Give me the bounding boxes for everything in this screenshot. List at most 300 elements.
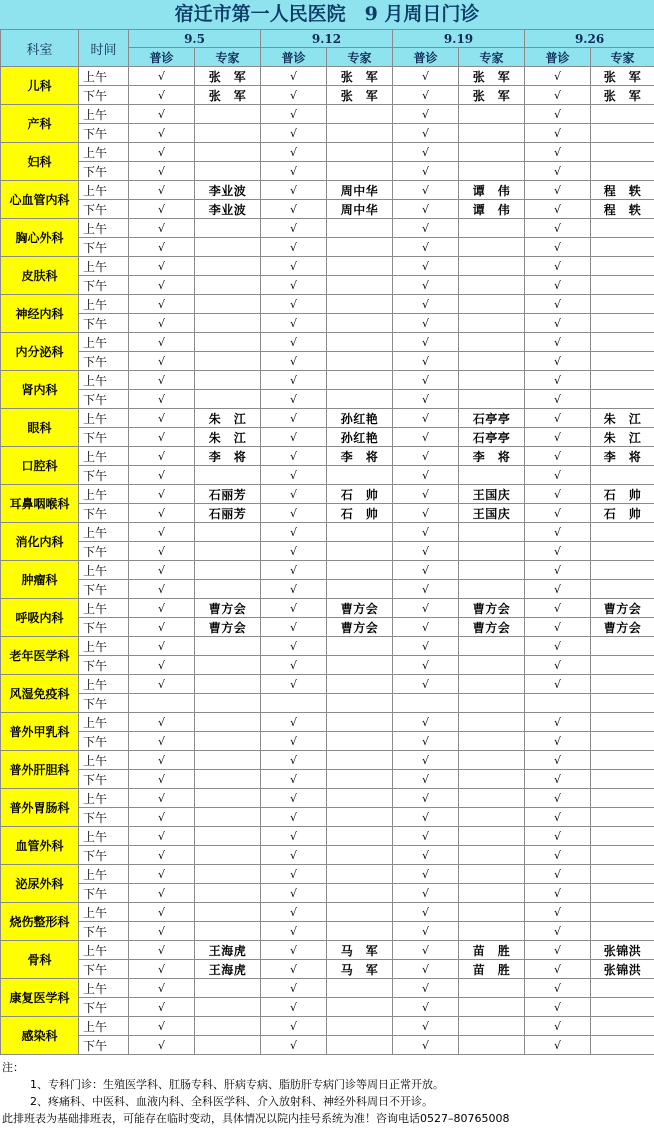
general-clinic-cell: √ — [525, 143, 591, 162]
expert-clinic-cell — [591, 865, 654, 884]
department-name: 皮肤科 — [1, 257, 79, 295]
general-clinic-cell: √ — [525, 390, 591, 409]
general-clinic-cell: √ — [129, 713, 195, 732]
time-slot: 下午 — [79, 162, 129, 181]
expert-clinic-cell — [327, 846, 393, 865]
general-clinic-cell: √ — [525, 922, 591, 941]
expert-clinic-cell: 石亭亭 — [459, 428, 525, 447]
expert-clinic-cell — [459, 865, 525, 884]
expert-clinic-cell — [195, 561, 261, 580]
table-row — [1, 637, 654, 656]
expert-clinic-cell: 张 军 — [195, 86, 261, 105]
general-clinic-cell: √ — [393, 922, 459, 941]
expert-clinic-cell — [459, 257, 525, 276]
general-clinic-cell: √ — [129, 295, 195, 314]
general-clinic-cell: √ — [129, 352, 195, 371]
table-row — [1, 181, 654, 200]
general-clinic-cell: √ — [261, 428, 327, 447]
general-clinic-cell: √ — [261, 181, 327, 200]
expert-clinic-cell — [591, 637, 654, 656]
general-clinic-cell: √ — [261, 105, 327, 124]
expert-clinic-cell — [591, 390, 654, 409]
general-clinic-cell: √ — [261, 523, 327, 542]
expert-clinic-cell: 石 帅 — [327, 485, 393, 504]
general-clinic-cell: √ — [393, 732, 459, 751]
expert-clinic-cell — [195, 276, 261, 295]
expert-clinic-cell — [459, 105, 525, 124]
general-clinic-cell: √ — [129, 314, 195, 333]
note-line-2: 2、疼痛科、中医科、血液内科、全科医学科、介入放射科、神经外科周日不开诊。 — [30, 1095, 433, 1108]
general-clinic-cell: √ — [261, 884, 327, 903]
general-clinic-cell: √ — [525, 352, 591, 371]
expert-clinic-cell — [195, 1017, 261, 1036]
expert-clinic-cell — [327, 656, 393, 675]
time-slot: 下午 — [79, 1036, 129, 1055]
expert-clinic-cell — [591, 827, 654, 846]
expert-clinic-cell — [327, 333, 393, 352]
expert-clinic-cell: 朱 江 — [591, 409, 654, 428]
department-name: 普外肝胆科 — [1, 751, 79, 789]
general-clinic-cell: √ — [393, 998, 459, 1017]
general-clinic-cell: √ — [129, 390, 195, 409]
expert-clinic-cell — [195, 295, 261, 314]
expert-clinic-cell — [195, 713, 261, 732]
general-clinic-cell: √ — [261, 124, 327, 143]
expert-clinic-cell: 李 将 — [591, 447, 654, 466]
expert-clinic-cell — [459, 295, 525, 314]
general-clinic-cell: √ — [525, 67, 591, 86]
general-clinic-cell: √ — [393, 219, 459, 238]
expert-clinic-cell — [591, 466, 654, 485]
general-clinic-cell: √ — [525, 998, 591, 1017]
expert-clinic-cell — [327, 105, 393, 124]
time-slot: 上午 — [79, 181, 129, 200]
header-expert: 专家 — [327, 48, 393, 67]
expert-clinic-cell: 张 军 — [327, 86, 393, 105]
general-clinic-cell: √ — [129, 523, 195, 542]
department-name: 内分泌科 — [1, 333, 79, 371]
general-clinic-cell: √ — [393, 637, 459, 656]
general-clinic-cell: √ — [129, 580, 195, 599]
general-clinic-cell: √ — [261, 504, 327, 523]
expert-clinic-cell — [591, 542, 654, 561]
expert-clinic-cell — [195, 219, 261, 238]
general-clinic-cell: √ — [261, 257, 327, 276]
expert-clinic-cell — [591, 238, 654, 257]
table-row — [1, 295, 654, 314]
general-clinic-cell: √ — [129, 941, 195, 960]
expert-clinic-cell: 王海虎 — [195, 960, 261, 979]
time-slot: 下午 — [79, 580, 129, 599]
expert-clinic-cell — [459, 124, 525, 143]
general-clinic-cell: √ — [129, 181, 195, 200]
general-clinic-cell: √ — [525, 295, 591, 314]
expert-clinic-cell: 谭 伟 — [459, 181, 525, 200]
time-slot: 下午 — [79, 618, 129, 637]
general-clinic-cell: √ — [393, 485, 459, 504]
expert-clinic-cell — [327, 998, 393, 1017]
general-clinic-cell: √ — [525, 314, 591, 333]
general-clinic-cell: √ — [525, 428, 591, 447]
general-clinic-cell: √ — [261, 466, 327, 485]
expert-clinic-cell: 石亭亭 — [459, 409, 525, 428]
expert-clinic-cell: 张 军 — [195, 67, 261, 86]
expert-clinic-cell — [459, 884, 525, 903]
general-clinic-cell: √ — [393, 599, 459, 618]
expert-clinic-cell — [195, 523, 261, 542]
expert-clinic-cell — [195, 352, 261, 371]
general-clinic-cell: √ — [261, 808, 327, 827]
expert-clinic-cell — [195, 238, 261, 257]
table-row — [1, 105, 654, 124]
general-clinic-cell: √ — [525, 333, 591, 352]
expert-clinic-cell: 石丽芳 — [195, 485, 261, 504]
department-name: 泌尿外科 — [1, 865, 79, 903]
general-clinic-cell: √ — [393, 86, 459, 105]
general-clinic-cell: √ — [129, 751, 195, 770]
general-clinic-cell: √ — [129, 124, 195, 143]
general-clinic-cell: √ — [261, 903, 327, 922]
table-row — [1, 238, 654, 257]
header-expert: 专家 — [459, 48, 525, 67]
header-dept: 科室 — [1, 30, 79, 67]
general-clinic-cell: √ — [129, 998, 195, 1017]
expert-clinic-cell — [459, 333, 525, 352]
general-clinic-cell: √ — [129, 466, 195, 485]
table-row — [1, 808, 654, 827]
schedule-table — [0, 29, 654, 1055]
header-date: 9.26 — [525, 30, 654, 48]
expert-clinic-cell — [195, 865, 261, 884]
expert-clinic-cell — [459, 998, 525, 1017]
expert-clinic-cell — [591, 751, 654, 770]
time-slot: 下午 — [79, 998, 129, 1017]
table-row — [1, 561, 654, 580]
expert-clinic-cell: 马 军 — [327, 941, 393, 960]
time-slot: 上午 — [79, 409, 129, 428]
department-name: 神经内科 — [1, 295, 79, 333]
time-slot: 下午 — [79, 314, 129, 333]
expert-clinic-cell — [327, 1036, 393, 1055]
expert-clinic-cell — [591, 143, 654, 162]
expert-clinic-cell — [591, 371, 654, 390]
expert-clinic-cell — [327, 238, 393, 257]
general-clinic-cell: √ — [393, 295, 459, 314]
expert-clinic-cell: 李 将 — [459, 447, 525, 466]
department-name: 风湿免疫科 — [1, 675, 79, 713]
table-row — [1, 903, 654, 922]
expert-clinic-cell: 朱 江 — [591, 428, 654, 447]
expert-clinic-cell — [327, 827, 393, 846]
expert-clinic-cell — [459, 922, 525, 941]
department-name: 儿科 — [1, 67, 79, 105]
general-clinic-cell: √ — [525, 181, 591, 200]
general-clinic-cell: √ — [261, 656, 327, 675]
time-slot: 上午 — [79, 219, 129, 238]
general-clinic-cell: √ — [525, 637, 591, 656]
general-clinic-cell: √ — [525, 561, 591, 580]
general-clinic-cell: √ — [129, 865, 195, 884]
expert-clinic-cell — [591, 124, 654, 143]
general-clinic-cell: √ — [525, 409, 591, 428]
expert-clinic-cell — [459, 656, 525, 675]
time-slot: 上午 — [79, 599, 129, 618]
expert-clinic-cell — [459, 162, 525, 181]
expert-clinic-cell: 苗 胜 — [459, 960, 525, 979]
expert-clinic-cell: 孙红艳 — [327, 409, 393, 428]
general-clinic-cell — [261, 694, 327, 713]
expert-clinic-cell — [195, 333, 261, 352]
department-name: 普外甲乳科 — [1, 713, 79, 751]
expert-clinic-cell — [195, 751, 261, 770]
general-clinic-cell: √ — [393, 618, 459, 637]
general-clinic-cell: √ — [261, 409, 327, 428]
general-clinic-cell: √ — [393, 561, 459, 580]
time-slot: 上午 — [79, 333, 129, 352]
general-clinic-cell: √ — [129, 599, 195, 618]
general-clinic-cell: √ — [261, 580, 327, 599]
general-clinic-cell: √ — [261, 485, 327, 504]
general-clinic-cell: √ — [261, 200, 327, 219]
expert-clinic-cell — [327, 637, 393, 656]
general-clinic-cell: √ — [525, 675, 591, 694]
expert-clinic-cell — [591, 105, 654, 124]
department-name: 普外胃肠科 — [1, 789, 79, 827]
expert-clinic-cell — [459, 770, 525, 789]
expert-clinic-cell — [459, 903, 525, 922]
general-clinic-cell: √ — [393, 941, 459, 960]
expert-clinic-cell — [327, 257, 393, 276]
expert-clinic-cell — [195, 903, 261, 922]
general-clinic-cell: √ — [393, 428, 459, 447]
header-time: 时间 — [79, 30, 129, 67]
general-clinic-cell: √ — [261, 865, 327, 884]
general-clinic-cell: √ — [525, 504, 591, 523]
expert-clinic-cell — [327, 143, 393, 162]
table-row — [1, 542, 654, 561]
general-clinic-cell: √ — [393, 371, 459, 390]
time-slot: 上午 — [79, 447, 129, 466]
expert-clinic-cell: 曹方会 — [591, 599, 654, 618]
expert-clinic-cell — [459, 219, 525, 238]
general-clinic-cell: √ — [261, 789, 327, 808]
time-slot: 下午 — [79, 884, 129, 903]
general-clinic-cell: √ — [525, 162, 591, 181]
table-row — [1, 86, 654, 105]
time-slot: 上午 — [79, 789, 129, 808]
expert-clinic-cell — [195, 789, 261, 808]
department-name: 眼科 — [1, 409, 79, 447]
expert-clinic-cell — [459, 542, 525, 561]
table-row — [1, 143, 654, 162]
expert-clinic-cell — [195, 105, 261, 124]
expert-clinic-cell — [195, 371, 261, 390]
general-clinic-cell: √ — [393, 181, 459, 200]
expert-clinic-cell — [591, 523, 654, 542]
expert-clinic-cell — [195, 257, 261, 276]
table-row — [1, 1036, 654, 1055]
expert-clinic-cell — [327, 276, 393, 295]
table-row — [1, 466, 654, 485]
general-clinic-cell: √ — [393, 276, 459, 295]
expert-clinic-cell — [195, 770, 261, 789]
table-row — [1, 827, 654, 846]
general-clinic-cell: √ — [393, 390, 459, 409]
general-clinic-cell: √ — [261, 941, 327, 960]
expert-clinic-cell — [459, 827, 525, 846]
expert-clinic-cell — [195, 979, 261, 998]
time-slot: 上午 — [79, 1017, 129, 1036]
general-clinic-cell: √ — [525, 1017, 591, 1036]
general-clinic-cell: √ — [393, 751, 459, 770]
table-row — [1, 67, 654, 86]
general-clinic-cell: √ — [129, 143, 195, 162]
expert-clinic-cell: 马 军 — [327, 960, 393, 979]
table-row — [1, 124, 654, 143]
table-row — [1, 599, 654, 618]
department-name: 耳鼻咽喉科 — [1, 485, 79, 523]
time-slot: 下午 — [79, 846, 129, 865]
department-name: 康复医学科 — [1, 979, 79, 1017]
general-clinic-cell: √ — [261, 390, 327, 409]
general-clinic-cell: √ — [525, 827, 591, 846]
time-slot: 下午 — [79, 352, 129, 371]
general-clinic-cell: √ — [525, 789, 591, 808]
time-slot: 上午 — [79, 903, 129, 922]
table-row — [1, 409, 654, 428]
expert-clinic-cell: 孙红艳 — [327, 428, 393, 447]
general-clinic-cell: √ — [129, 561, 195, 580]
expert-clinic-cell: 王海虎 — [195, 941, 261, 960]
time-slot: 上午 — [79, 713, 129, 732]
general-clinic-cell: √ — [129, 903, 195, 922]
expert-clinic-cell — [327, 580, 393, 599]
time-slot: 下午 — [79, 276, 129, 295]
expert-clinic-cell: 李 将 — [195, 447, 261, 466]
general-clinic-cell: √ — [129, 276, 195, 295]
general-clinic-cell: √ — [525, 276, 591, 295]
expert-clinic-cell — [195, 656, 261, 675]
general-clinic-cell: √ — [525, 219, 591, 238]
table-row — [1, 713, 654, 732]
time-slot: 下午 — [79, 542, 129, 561]
department-name: 肿瘤科 — [1, 561, 79, 599]
expert-clinic-cell — [459, 637, 525, 656]
expert-clinic-cell — [327, 884, 393, 903]
table-row — [1, 960, 654, 979]
table-row — [1, 656, 654, 675]
general-clinic-cell — [525, 694, 591, 713]
header-date: 9.12 — [261, 30, 393, 48]
general-clinic-cell: √ — [129, 162, 195, 181]
department-name: 老年医学科 — [1, 637, 79, 675]
general-clinic-cell: √ — [129, 675, 195, 694]
expert-clinic-cell — [591, 903, 654, 922]
header-date: 9.5 — [129, 30, 261, 48]
expert-clinic-cell — [591, 846, 654, 865]
general-clinic-cell: √ — [525, 257, 591, 276]
general-clinic-cell: √ — [393, 884, 459, 903]
time-slot: 上午 — [79, 561, 129, 580]
table-row — [1, 979, 654, 998]
expert-clinic-cell — [459, 276, 525, 295]
general-clinic-cell: √ — [129, 542, 195, 561]
general-clinic-cell: √ — [261, 238, 327, 257]
general-clinic-cell: √ — [129, 846, 195, 865]
general-clinic-cell: √ — [525, 713, 591, 732]
general-clinic-cell: √ — [393, 770, 459, 789]
general-clinic-cell: √ — [525, 466, 591, 485]
general-clinic-cell: √ — [261, 846, 327, 865]
expert-clinic-cell — [327, 561, 393, 580]
time-slot: 上午 — [79, 523, 129, 542]
expert-clinic-cell — [327, 124, 393, 143]
time-slot: 下午 — [79, 770, 129, 789]
general-clinic-cell: √ — [393, 466, 459, 485]
expert-clinic-cell — [459, 371, 525, 390]
general-clinic-cell: √ — [393, 200, 459, 219]
general-clinic-cell: √ — [393, 903, 459, 922]
expert-clinic-cell — [327, 732, 393, 751]
expert-clinic-cell: 曹方会 — [459, 618, 525, 637]
expert-clinic-cell — [591, 561, 654, 580]
general-clinic-cell: √ — [261, 1036, 327, 1055]
general-clinic-cell: √ — [129, 371, 195, 390]
time-slot: 上午 — [79, 371, 129, 390]
time-slot: 下午 — [79, 466, 129, 485]
expert-clinic-cell: 张锦洪 — [591, 960, 654, 979]
general-clinic-cell: √ — [393, 124, 459, 143]
general-clinic-cell: √ — [261, 143, 327, 162]
time-slot: 下午 — [79, 504, 129, 523]
general-clinic-cell: √ — [129, 67, 195, 86]
table-row — [1, 789, 654, 808]
general-clinic-cell: √ — [129, 979, 195, 998]
expert-clinic-cell — [591, 789, 654, 808]
table-row — [1, 770, 654, 789]
header-general: 普诊 — [525, 48, 591, 67]
expert-clinic-cell: 曹方会 — [591, 618, 654, 637]
schedule-body — [1, 67, 654, 1055]
general-clinic-cell: √ — [393, 656, 459, 675]
time-slot: 上午 — [79, 105, 129, 124]
department-name: 肾内科 — [1, 371, 79, 409]
table-row — [1, 694, 654, 713]
general-clinic-cell: √ — [129, 238, 195, 257]
expert-clinic-cell — [195, 998, 261, 1017]
general-clinic-cell: √ — [261, 333, 327, 352]
table-row — [1, 200, 654, 219]
expert-clinic-cell: 曹方会 — [459, 599, 525, 618]
time-slot: 上午 — [79, 67, 129, 86]
expert-clinic-cell — [591, 333, 654, 352]
expert-clinic-cell: 程 轶 — [591, 200, 654, 219]
general-clinic-cell: √ — [129, 808, 195, 827]
general-clinic-cell: √ — [261, 295, 327, 314]
general-clinic-cell: √ — [261, 276, 327, 295]
expert-clinic-cell: 张 军 — [459, 67, 525, 86]
general-clinic-cell: √ — [129, 827, 195, 846]
general-clinic-cell: √ — [129, 1036, 195, 1055]
expert-clinic-cell: 张 军 — [591, 67, 654, 86]
expert-clinic-cell: 曹方会 — [195, 618, 261, 637]
expert-clinic-cell — [459, 238, 525, 257]
expert-clinic-cell — [195, 580, 261, 599]
expert-clinic-cell — [591, 770, 654, 789]
department-name: 血管外科 — [1, 827, 79, 865]
department-name: 烧伤整形科 — [1, 903, 79, 941]
expert-clinic-cell — [459, 694, 525, 713]
